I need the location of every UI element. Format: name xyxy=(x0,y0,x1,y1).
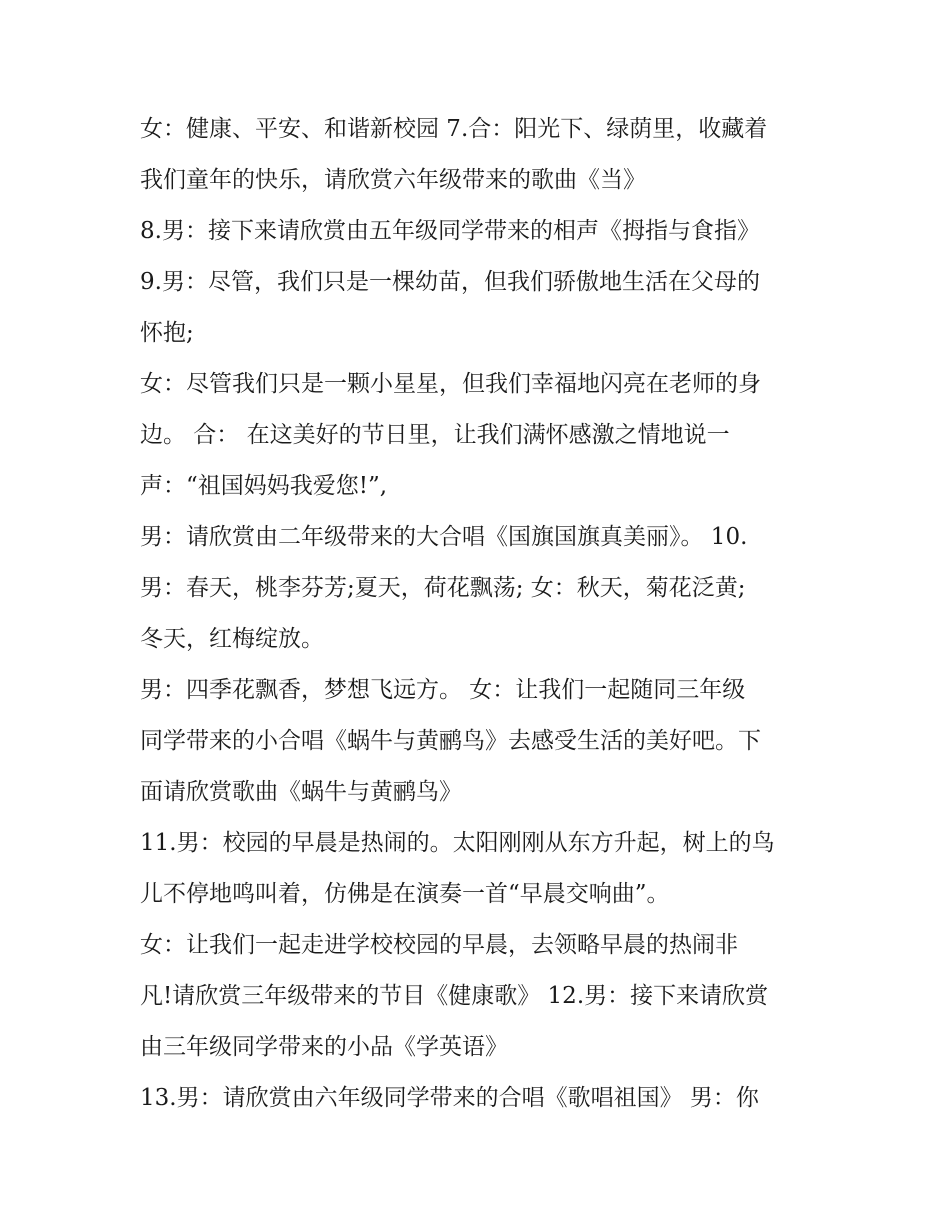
text-line: 男：春天，桃李芬芳;夏天，荷花飘荡; 女：秋天，菊花泛黄; xyxy=(140,575,746,601)
text-line: 13.男：请欣赏由六年级同学带来的合唱《歌唱祖国》 男：你 xyxy=(140,1085,759,1111)
text-line: 8.男：接下来请欣赏由五年级同学带来的相声《拇指与食指》 xyxy=(140,218,760,244)
text-line: 女：尽管我们只是一颗小星星，但我们幸福地闪亮在老师的身 xyxy=(140,371,761,397)
text-line: 女：让我们一起走进学校校园的早晨，去领略早晨的热闹非 xyxy=(140,932,738,958)
text-line: 声：“祖国妈妈我爱您!”, xyxy=(140,473,388,499)
text-line: 男：请欣赏由二年级带来的大合唱《国旗国旗真美丽》。 10. xyxy=(140,524,748,550)
text-line: 由三年级同学带来的小品《学英语》 xyxy=(140,1034,508,1060)
text-line: 凡!请欣赏三年级带来的节目《健康歌》 12.男：接下来请欣赏 xyxy=(140,983,769,1009)
document-body xyxy=(140,104,830,1124)
text-line: 女：健康、平安、和谐新校园 7.合：阳光下、绿荫里，收藏着 xyxy=(140,116,768,142)
text-line: 边。 合： 在这美好的节日里，让我们满怀感激之情地说一 xyxy=(140,422,730,448)
text-line: 11.男：校园的早晨是热闹的。太阳刚刚从东方升起，树上的鸟 xyxy=(140,830,775,856)
text-line: 怀抱; xyxy=(140,320,194,346)
text-line: 我们童年的快乐，请欣赏六年级带来的歌曲《当》 xyxy=(140,167,646,193)
text-line: 9.男：尽管，我们只是一棵幼苗，但我们骄傲地生活在父母的 xyxy=(140,269,760,295)
text-line: 儿不停地鸣叫着，仿佛是在演奏一首“早晨交响曲”。 xyxy=(140,881,670,907)
text-line: 男：四季花飘香，梦想飞远方。 女：让我们一起随同三年级 xyxy=(140,677,746,703)
text-line: 面请欣赏歌曲《蜗牛与黄鹂鸟》 xyxy=(140,779,462,805)
text-line: 冬天，红梅绽放。 xyxy=(140,626,324,652)
text-line: 同学带来的小合唱《蜗牛与黄鹂鸟》去感受生活的美好吧。下 xyxy=(140,728,761,754)
